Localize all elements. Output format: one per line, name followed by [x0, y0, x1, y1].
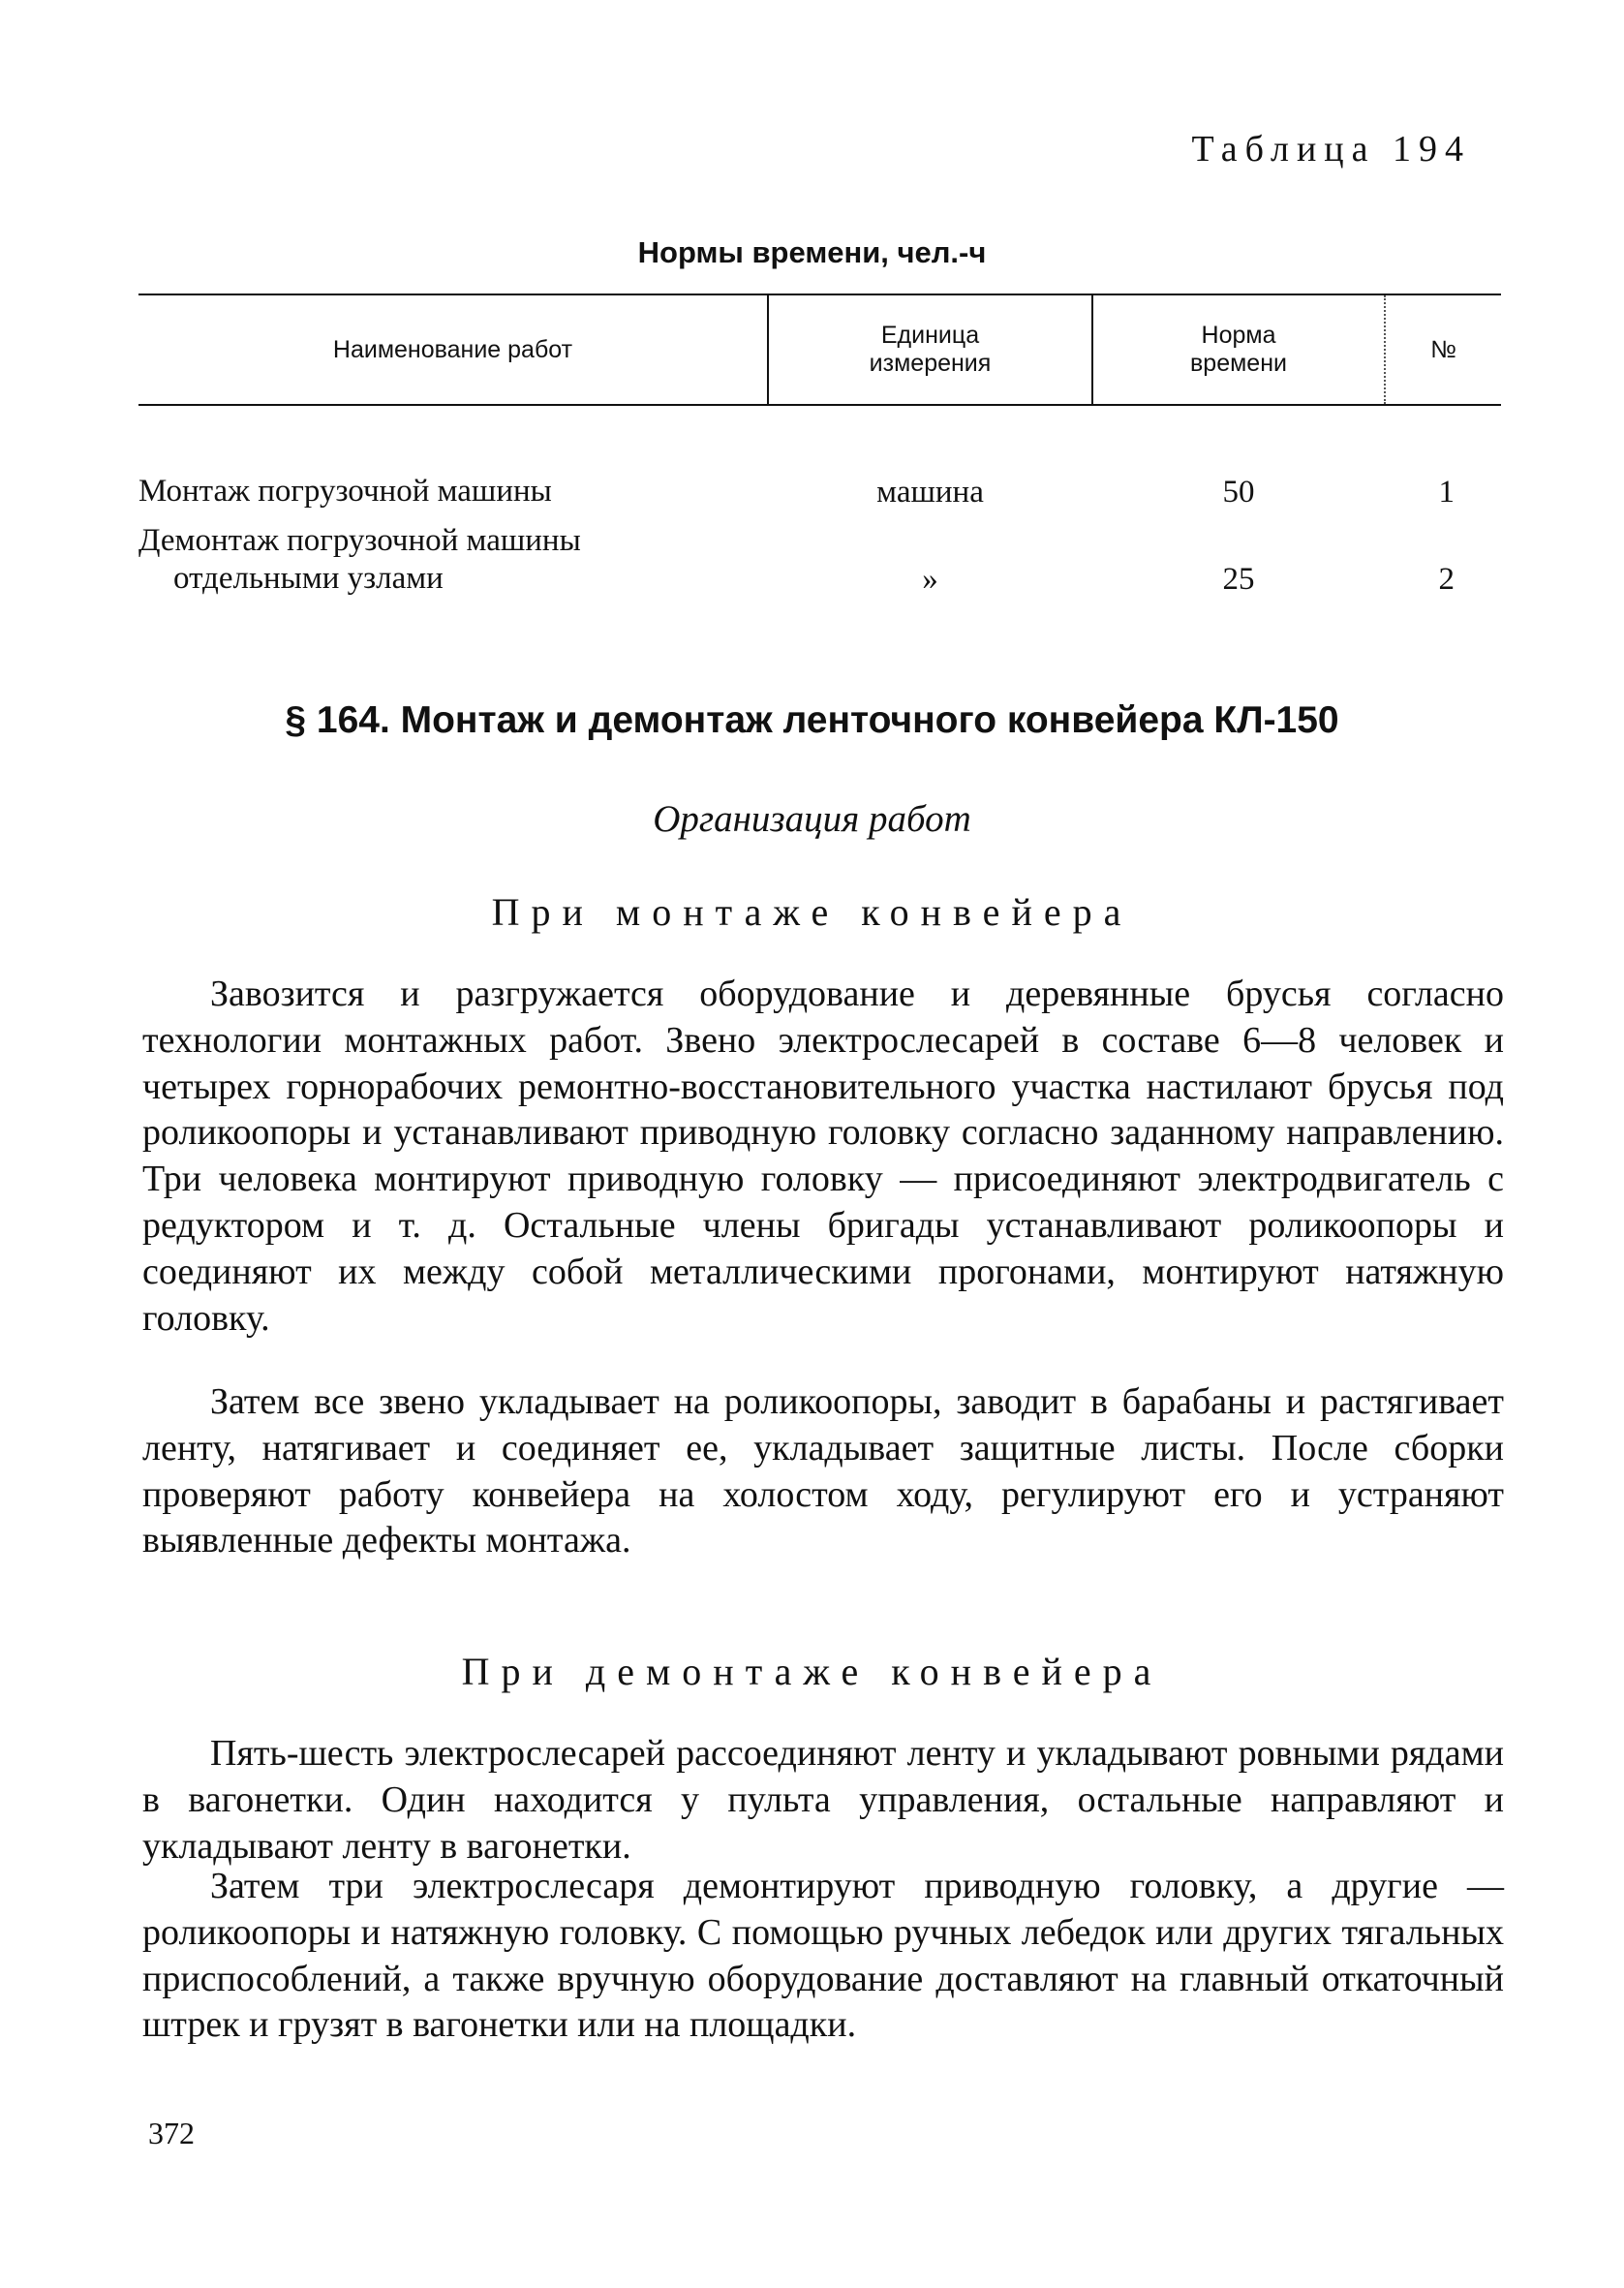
paragraph: Пять-шесть электрослесарей рассоединяют ленту и укладывают ровными рядами в вагонетки. Один находится у пульта управления, остальные направляют и укладывают ленту в вагонетки.: [142, 1733, 1504, 1867]
paragraph: Завозится и разгружается оборудование и деревянные брусья согласно технологии монтажных работ. Звено электрослесарей в составе 6—8 человек и четырех горнорабочих ремонтно-восстановительного участка настилают брусья под роликоопоры и устанавливают приводную головку согласно заданному направлению. Три человека монтируют приводную головку — присоединяют электродвигатель с редуктором и т. д. Остальные члены бригады устанавливают роликоопоры и соединяют их между собой металлическими прогонами, монтируют натяжную головку.: [142, 974, 1504, 1339]
header-norm-line2: времени: [1190, 350, 1287, 377]
header-unit: [768, 294, 1092, 405]
mount-heading: При монтаже конвейера: [491, 890, 1133, 934]
cell-norm: 50: [1222, 475, 1255, 510]
header-norm-line1: Норма: [1201, 322, 1276, 349]
table-header-row: [138, 294, 1501, 405]
page-number: 372: [148, 2116, 195, 2150]
table-row: [138, 456, 1501, 510]
paragraph: Затем все звено укладывает на роликоопоры, заводит в барабаны и растягивает ленту, натягивает и соединяет ее, укладывает защитные листы. После сборки проверяют работу конвейера на холостом ходу, регулируют его и устраняют выявленные дефекты монтажа.: [142, 1381, 1504, 1561]
norms-table: [138, 294, 1501, 598]
header-number: №: [1385, 294, 1501, 405]
table-row: [138, 510, 1501, 598]
section-subtitle: Организация работ: [653, 798, 971, 840]
header-unit-line1: Единица: [880, 322, 980, 349]
cell-number: 1: [1438, 475, 1455, 510]
cell-name: [138, 510, 768, 598]
cell-number: 2: [1438, 562, 1455, 597]
cell-unit: машина: [876, 475, 984, 510]
cell-name: Монтаж погрузочной машины: [138, 474, 552, 509]
table-caption: Нормы времени, чел.-ч: [637, 235, 987, 269]
dismount-heading: При демонтаже конвейера: [461, 1650, 1163, 1693]
cell-norm: 25: [1222, 562, 1255, 597]
table-label: Таблица 194: [1191, 129, 1471, 170]
cell-unit: »: [922, 562, 938, 597]
cell-name-line2: отдельными узлами: [173, 561, 444, 596]
header-unit-line2: измерения: [869, 350, 992, 377]
cell-name-line1: Демонтаж погрузочной машины: [138, 523, 581, 558]
header-name: Наименование работ: [138, 294, 768, 405]
section-title: § 164. Монтаж и демонтаж ленточного конвейера КЛ-150: [285, 699, 1339, 741]
paragraph: Затем три электрослесаря демонтируют приводную головку, а другие — роликоопоры и натяжную головку. С помощью ручных лебедок или других тягальных приспособлений, а также вручную оборудование доставляют на главный откаточный штрек и грузят в вагонетки или на площадки.: [142, 1866, 1504, 2046]
header-norm: [1092, 294, 1385, 405]
